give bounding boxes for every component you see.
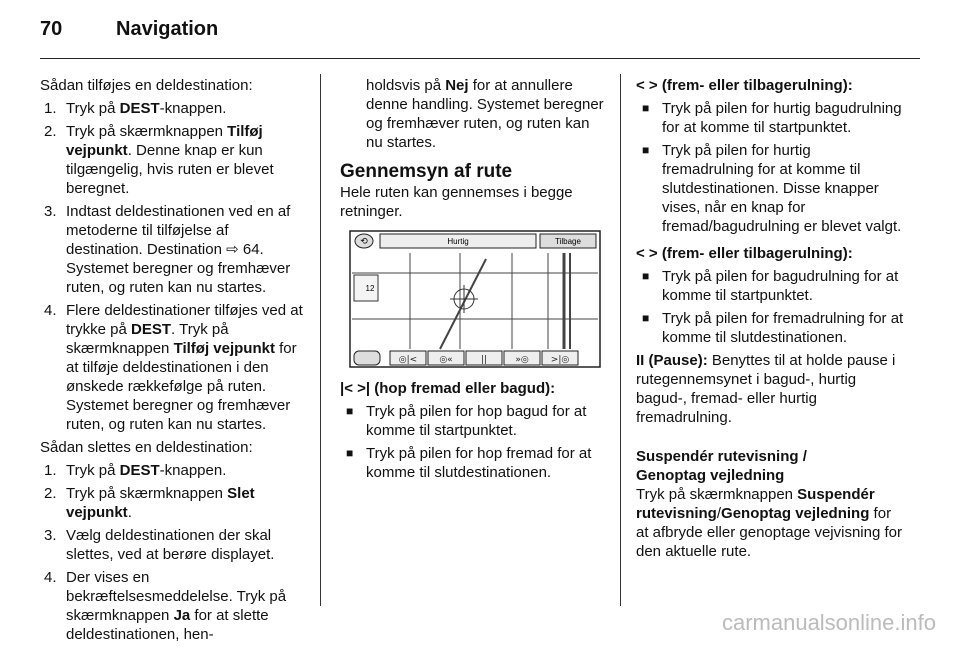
svg-text:◎«: ◎« xyxy=(439,355,453,365)
page-title: Navigation xyxy=(116,18,219,40)
column-3 xyxy=(636,76,904,561)
bullet-icon: ■ xyxy=(642,101,650,115)
route-review-screen xyxy=(340,229,606,371)
suspend-title: Suspendér rutevisning / Genoptag vejledning xyxy=(636,448,807,484)
continued-text: holdsvis på Nej for at annullere denne handling. Systemet beregner og fremhæver ruten, og ruten kan nu startes. xyxy=(366,77,604,151)
menu-button[interactable] xyxy=(354,351,380,365)
intro-delete: Sådan slettes en deldestination: xyxy=(40,439,253,456)
skip-title: |< >| (hop fremad eller bagud): xyxy=(340,380,556,397)
list-item: 3. Indtast deldestinationen ved en af metoderne til tilføjelse af destination. Destination ⇨ 64. Systemet beregner og fremhæver ruten, og ruten kan nu startes. xyxy=(44,203,291,296)
column-divider xyxy=(620,74,621,606)
list-item: ■ Tryk på pilen for hop fremad for at komme til slutdestinationen. xyxy=(346,445,592,481)
bullet-icon: ■ xyxy=(346,446,354,460)
bullet-icon: ■ xyxy=(642,143,650,157)
bullet-icon: ■ xyxy=(346,404,354,418)
list-item: ■ Tryk på pilen for hop bagud for at komme til startpunktet. xyxy=(346,403,587,439)
list-item: ■ Tryk på pilen for hurtig fremadrulning for at komme til slutdestinationen. Disse knapper vises, når en knap for fremad/bagudrulning er blevet valgt. xyxy=(642,142,902,235)
list-item: ■ Tryk på pilen for fremadrulning for at komme til slutdestinationen. xyxy=(642,310,904,346)
add-steps xyxy=(40,99,306,434)
svg-text:>|◎: >|◎ xyxy=(550,355,570,365)
skip-list xyxy=(340,402,604,482)
scroll-title: < > (frem- eller tilbagerulning): xyxy=(636,245,853,262)
column-2 xyxy=(340,76,604,486)
nav-screen-illustration xyxy=(340,229,606,371)
list-item: 3. Vælg deldestinationen der skal slettes, ved at berøre displayet. xyxy=(44,527,275,563)
svg-text:||: || xyxy=(480,355,488,365)
list-item: 2. Tryk på skærmknappen Tilføj vejpunkt. Denne knap er kun tilgængelig, hvis ruten er blevet beregnet. xyxy=(44,123,274,197)
double-arrow-icon: < > xyxy=(636,77,662,94)
bullet-icon: ■ xyxy=(642,269,650,283)
list-item: ■ Tryk på pilen for bagudrulning for at komme til startpunktet. xyxy=(642,268,899,304)
scroll-list xyxy=(636,267,904,347)
list-item: ■ Tryk på pilen for hurtig bagudrulning for at komme til startpunktet. xyxy=(642,100,902,136)
pause-icon: II xyxy=(636,352,649,369)
delete-steps xyxy=(40,461,306,644)
pause-paragraph: II (Pause): Benyttes til at holde pause i rutegennemsynet i bagud-, hurtig bagud-, fremad- eller hurtig fremadrulning. xyxy=(636,352,896,426)
arrow-icon: < > xyxy=(636,245,662,262)
list-item: 1. Tryk på DEST-knappen. xyxy=(44,462,227,479)
page-number: 70 xyxy=(40,18,63,40)
footer-watermark: carmanualsonline.info xyxy=(721,610,936,635)
fast-scroll-list xyxy=(636,99,904,236)
list-item: 4. Der vises en bekræftelsesmeddelelse. Tryk på skærmknappen Ja for at slette deldestinationen, hen- xyxy=(44,569,287,643)
ref-arrow-icon: ⇨ xyxy=(226,241,243,258)
intro-add: Sådan tilføjes en deldestination: xyxy=(40,77,253,94)
section-text: Hele ruten kan gennemses i begge retninger. xyxy=(340,184,573,220)
distance-value: 12 xyxy=(365,284,375,293)
bullet-icon: ■ xyxy=(642,311,650,325)
column-divider xyxy=(320,74,321,606)
suspend-text: Tryk på skærmknappen Suspendér rutevisning/Genoptag vejledning for at afbryde eller genoptage vejvisning for den aktuelle rute. xyxy=(636,486,903,560)
back-icon[interactable] xyxy=(355,234,373,248)
back-button-label: Tilbage xyxy=(555,237,581,246)
list-item: 2. Tryk på skærmknappen Slet vejpunkt. xyxy=(44,485,255,521)
fast-button-label: Hurtig xyxy=(447,237,469,246)
list-item: 4. Flere deldestinationer tilføjes ved at trykke på DEST. Tryk på skærmknappen Tilføj vejpunkt for at tilføje deldestinationen i den ønskede rækkefølge på ruten. Systemet beregner og fremhæver ruten, og ruten kan nu startes. xyxy=(44,302,303,433)
svg-text:»◎: »◎ xyxy=(515,355,529,365)
section-heading: Gennemsyn af rute xyxy=(340,161,513,182)
list-item: 1. Tryk på DEST-knappen. xyxy=(44,100,227,117)
svg-text:⟲: ⟲ xyxy=(360,237,368,247)
fast-scroll-title: < > (frem- eller tilbagerulning): xyxy=(636,77,853,94)
svg-text:◎|<: ◎|< xyxy=(398,355,418,365)
column-1 xyxy=(40,76,306,648)
skip-back-icon: |< >| xyxy=(340,380,375,397)
header-rule xyxy=(40,58,920,59)
